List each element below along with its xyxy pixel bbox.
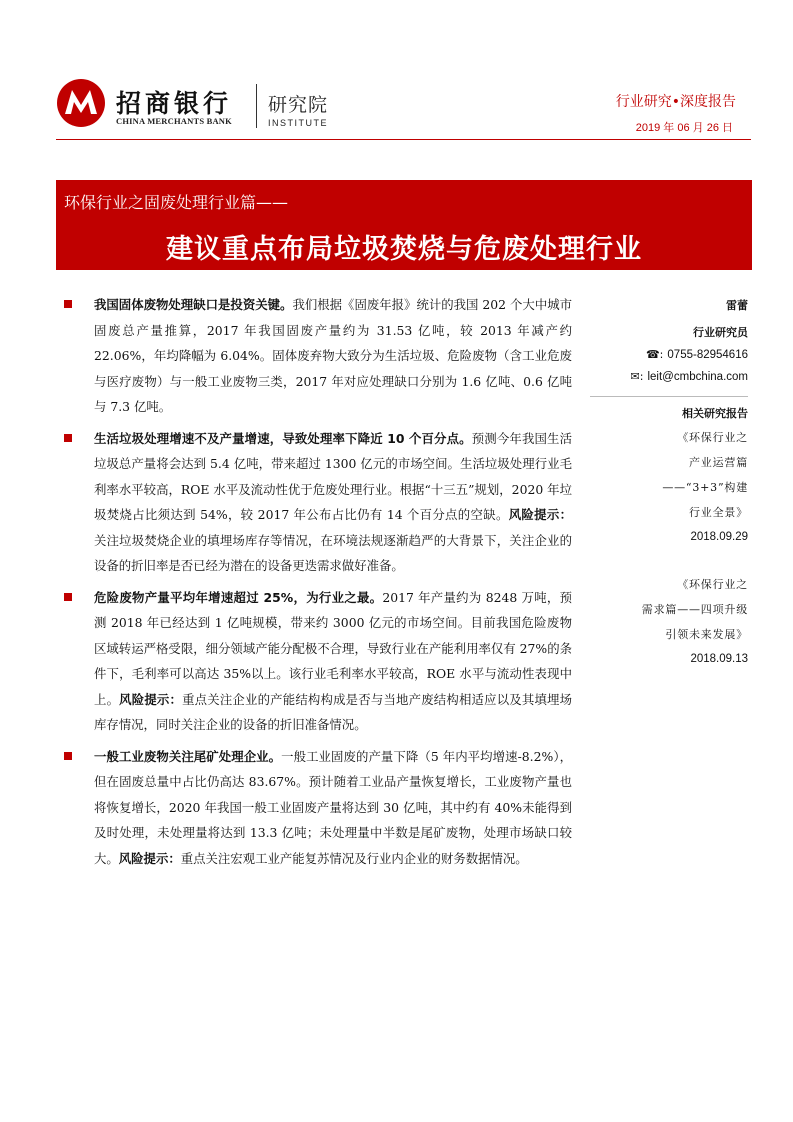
banner-subtitle: 环保行业之固废处理行业篇—— <box>64 193 289 212</box>
summary-paragraph <box>64 292 572 420</box>
related-report-date: 2018.09.13 <box>690 653 748 665</box>
title-banner <box>56 180 752 270</box>
cmb-logo-icon <box>56 78 106 128</box>
report-date: 2019 年 06 月 26 日 <box>635 122 733 134</box>
sidebar <box>590 292 748 694</box>
email-address[interactable]: leit@cmbchina.com <box>647 371 748 383</box>
brand-name-cn: 招商银行 <box>116 89 233 118</box>
email-icon: ✉: <box>630 370 644 383</box>
risk-label: 风险提示： <box>508 507 572 522</box>
brand-name-en: CHINA MERCHANTS BANK <box>116 116 232 126</box>
logo-divider <box>256 84 257 128</box>
paragraph-text: 一般工业固废的产量下降（5 年内平均增速-8.2%），但在固废总量中占比仍高达 83.67%。预计随着工业品产量恢复增长，工业废物产量也将恢复增长，2020 年我国一般工业固废产量将达到 30 亿吨，其中约有 40%未能得到及时处理，未处理量将达到 13.3 亿吨；未处理量中半数是尾矿废物，处理市场缺口较大。 <box>94 748 572 866</box>
phone-icon: ☎: <box>645 348 664 361</box>
related-report[interactable] <box>590 572 748 672</box>
summary-paragraph <box>64 426 572 579</box>
summary-body <box>64 292 572 877</box>
related-report-line: 产业运营篇 <box>689 456 748 469</box>
bullet-icon <box>64 593 72 601</box>
related-report-line: 《环保行业之 <box>677 578 748 591</box>
related-report[interactable] <box>590 425 748 550</box>
bullet-icon <box>64 300 72 308</box>
related-report-line: ——“3+3”构建 <box>662 481 748 494</box>
risk-text: 重点关注宏观工业产能复苏情况及行业内企业的财务数据情况。 <box>180 850 528 866</box>
page-title: 建议重点布局垃圾焚烧与危废处理行业 <box>166 234 642 265</box>
related-report-line: 需求篇——四项升级 <box>641 603 748 616</box>
sidebar-divider <box>590 396 748 397</box>
paragraph-text: 我们根据《固废年报》统计的我国 202 个大中城市固废总产量推算，2017 年我国固废产量约为 31.53 亿吨，较 2013 年减产约 22.06%，年均降幅为 6.04%。固体废弃物大致分为生活垃圾、危险废物（含工业危废与医疗废物）与一般工业废物三类，2017 年对应处理缺口分别为 1.6 亿吨、0.6 亿吨与 7.3 亿吨。 <box>94 297 573 414</box>
summary-paragraph <box>64 744 572 872</box>
institute-name-cn: 研究院 <box>268 94 329 116</box>
related-report-line: 引领未来发展》 <box>665 628 748 641</box>
author-email[interactable] <box>590 366 748 388</box>
bullet-icon <box>64 434 72 442</box>
paragraph-lead: 生活垃圾处理增速不及产量增速，导致处理率下降近 10 个百分点。 <box>94 430 472 446</box>
author-name: 雷蕾 <box>726 299 748 312</box>
related-report-date: 2018.09.29 <box>690 531 748 543</box>
author-phone <box>590 344 748 366</box>
phone-number: 0755-82954616 <box>667 349 748 361</box>
paragraph-lead: 一般工业废物关注尾矿处理企业。 <box>94 748 282 764</box>
institute-name-en: INSTITUTE <box>268 118 328 128</box>
paragraph-lead: 危险废物产量平均年增速超过 25%，为行业之最。 <box>94 589 383 605</box>
summary-paragraph <box>64 585 572 738</box>
paragraph-lead: 我国固体废物处理缺口是投资关键。 <box>94 297 293 312</box>
risk-text: 关注垃圾焚烧企业的填埋场库存等情况，在环境法规逐渐趋严的大背景下，关注企业的设备的折旧率是否已经为潜在的设备更迭需求做好准备。 <box>94 532 572 573</box>
paragraph-text: 预测今年我国生活垃圾总产量将会达到 5.4 亿吨，带来超过 1300 亿元的市场空间。生活垃圾处理行业毛利率水平较高，ROE 水平及流动性优于危废处理行业。根据“十三五”规划，2020 年垃圾焚烧占比须达到 54%，较 2017 年公布占比仍有 14 个百分点的空缺。 <box>94 430 573 522</box>
related-report-line: 行业全景》 <box>689 506 748 519</box>
related-report-line: 《环保行业之 <box>677 431 748 444</box>
paragraph-text: 2017 年产量约为 8248 万吨，预测 2018 年已经达到 1 亿吨规模，带来约 3000 亿元的市场空间。目前我国危险废物区域转运严格受限，细分领域产能分配极不合理，导致行业在产能利用率仅有 27%的条件下，毛利率可以高达 35%以上。该行业毛利率水平较高，ROE 水平与流动性表现中上。 <box>94 589 572 707</box>
related-reports-title: 相关研究报告 <box>682 407 748 420</box>
risk-text: 重点关注企业的产能结构构成是否与当地产废结构相适应以及其填埋场库存情况，同时关注企业的设备的折旧准备情况。 <box>94 691 573 732</box>
header-divider <box>56 139 751 140</box>
author-role: 行业研究员 <box>693 326 748 339</box>
risk-label: 风险提示： <box>118 850 181 866</box>
bullet-icon <box>64 752 72 760</box>
risk-label: 风险提示： <box>119 691 183 707</box>
report-type: 行业研究•深度报告 <box>615 94 736 110</box>
logo <box>56 78 356 134</box>
